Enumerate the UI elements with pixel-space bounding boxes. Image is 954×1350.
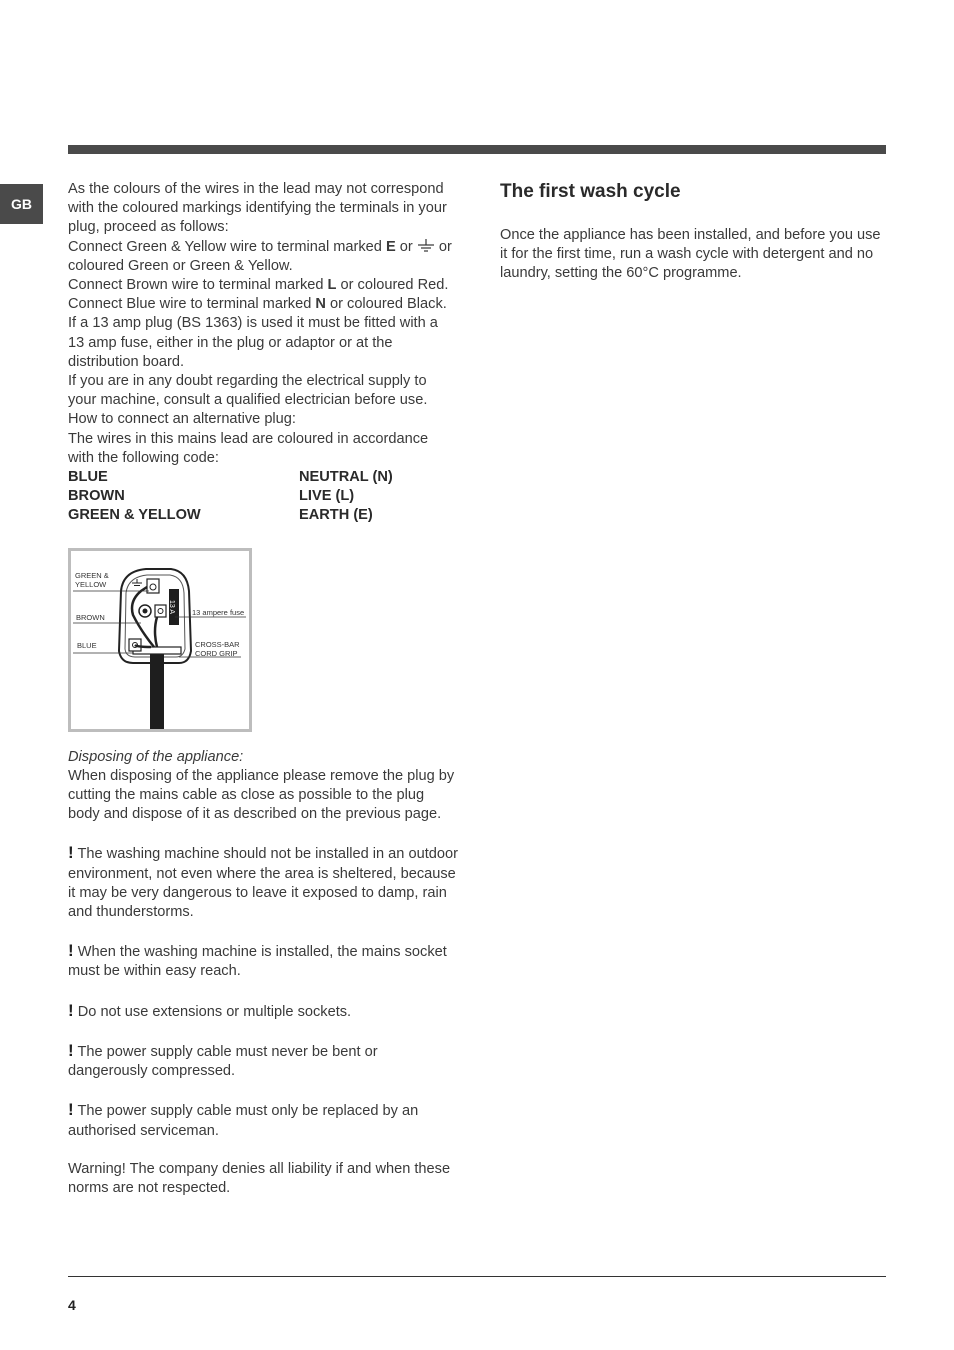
left-column: [68, 180, 458, 1198]
fuse-paragraph: If a 13 amp plug (BS 1363) is used it must be fitted with a 13 amp fuse, either in the plug or adaptor or at the distribution board.: [68, 315, 438, 370]
disposing-paragraph: When disposing of the appliance please remove the plug by cutting the mains cable as close as possible to the plug body and dispose of it as described on the previous page.: [68, 767, 455, 823]
first-wash-paragraph: Once the appliance has been installed, and before you use it for the first time, run a wash cycle with detergent and no laundry, setting the 60°C programme.: [500, 227, 881, 282]
warning-icon: !: [68, 1040, 74, 1060]
top-rule: [68, 145, 886, 154]
warning-icon: !: [68, 1100, 74, 1120]
disposing-heading: Disposing of the appliance:: [68, 748, 244, 765]
liability-warning: Warning! The company denies all liability if and when these norms are not respected.: [68, 1160, 451, 1196]
warning-item: ! The power supply cable must only be replaced by an authorised serviceman.: [68, 1100, 419, 1139]
page-number: 4: [68, 1297, 76, 1313]
wire-colour: BLUE: [68, 469, 108, 486]
wire-meaning: EARTH (E): [299, 507, 373, 524]
warning-icon: !: [68, 843, 74, 863]
wire-code-table: [68, 468, 458, 526]
warning-item: ! When the washing machine is installed, the mains socket must be within easy reach.: [68, 941, 447, 980]
wire-colour: BROWN: [68, 488, 125, 505]
alternative-plug-heading: How to connect an alternative plug:: [68, 411, 296, 428]
earth-symbol-icon: [417, 239, 435, 253]
blue-label: BLUE: [77, 640, 97, 650]
warning-item: ! The power supply cable must never be bent or dangerously compressed.: [68, 1040, 378, 1080]
doubt-paragraph: If you are in any doubt regarding the electrical supply to your machine, consult a qualified electrician before use.: [68, 373, 428, 409]
intro-paragraph: As the colours of the wires in the lead may not correspond with the coloured markings identifying the terminals in your plug, proceed as follows:: [68, 181, 447, 236]
plug-wiring-diagram: [68, 548, 252, 732]
section-title: The first wash cycle: [500, 181, 681, 202]
bottom-rule: [68, 1276, 886, 1277]
wire-meaning: LIVE (L): [299, 488, 355, 505]
brown-label: BROWN: [76, 612, 105, 622]
wire-meaning: NEUTRAL (N): [299, 469, 393, 486]
fuse-mark: 13 A: [168, 599, 175, 614]
blue-instruction: Connect Blue wire to terminal marked N or coloured Black.: [68, 296, 447, 313]
right-column: [500, 180, 890, 284]
wire-code-intro: The wires in this mains lead are coloured in accordance with the following code:: [68, 430, 429, 466]
brown-instruction: Connect Brown wire to terminal marked L or coloured Red.: [68, 277, 449, 294]
warning-item: ! Do not use extensions or multiple sockets.: [68, 1000, 352, 1020]
wire-colour: GREEN & YELLOW: [68, 507, 201, 524]
warning-icon: !: [68, 941, 74, 961]
green-yellow-instruction: Connect Green & Yellow wire to terminal marked E or or coloured Green or Green & Yellow.: [68, 238, 452, 274]
language-tab: GB: [0, 184, 43, 224]
warning-icon: !: [68, 1000, 74, 1020]
fuse-label: 13 ampere fuse: [192, 607, 245, 617]
warning-item: ! The washing machine should not be installed in an outdoor environment, not even where the area is sheltered, because it may be very dangerous to leave it exposed to damp, rain and thunderstorms.: [68, 843, 458, 921]
cord-grip-label: CROSS-BAR CORD GRIP: [195, 639, 240, 658]
green-yellow-label: GREEN & YELLOW: [75, 570, 109, 589]
